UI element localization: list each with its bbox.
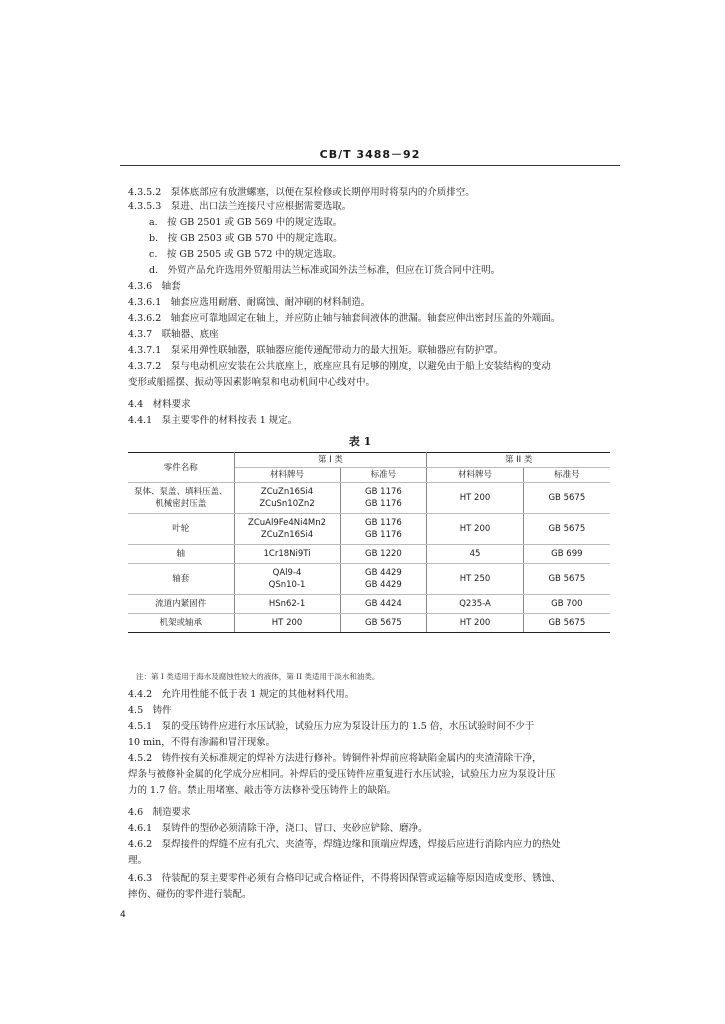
cell-part: 泵体、泵盖、填料压盖、机械密封压盖 (128, 483, 234, 514)
paragraph-line: 4.5.1 泵的受压铸件应进行水压试验，试验压力应为泵设计压力的 1.5 倍，水压试验时间不少于 (128, 721, 535, 732)
cell-part: 轴 (128, 545, 234, 564)
cell-m2: HT 200 (427, 483, 523, 514)
table-note: 注：第 I 类适用于海水及腐蚀性较大的液体，第 II 类适用于淡水和油类。 (136, 672, 380, 681)
paragraph-line: 4.6 制造要求 (128, 807, 191, 818)
cell-s1: GB 4424 (340, 595, 427, 614)
cell-m2: HT 200 (427, 514, 523, 545)
cell-m1: ZCuZn16Si4 ZCuSn10Zn2 (234, 483, 340, 514)
table-row (128, 514, 610, 545)
cell-part: 叶轮 (128, 514, 234, 545)
group-class-1: 第 I 类 (234, 453, 427, 468)
col-standard-2: 标准号 (523, 468, 610, 483)
paragraph-line: 4.3.6 轴套 (128, 281, 181, 292)
cell-s1: GB 5675 (340, 614, 427, 633)
paragraph-line: d. 外贸产品允许选用外贸船用法兰标准或国外法兰标准，但应在订货合同中注明。 (149, 265, 501, 276)
paragraph-line: 4.3.6.1 轴套应选用耐磨、耐腐蚀、耐冲刷的材料制造。 (128, 297, 371, 308)
cell-s1: GB 1220 (340, 545, 427, 564)
paragraph-line: 4.6.2 泵焊接件的焊缝不应有孔穴、夹渣等，焊缝边缘和顶端应焊透，焊接后应进行消除内应力的热处 (128, 839, 561, 850)
paragraph-line: 理。 (128, 855, 148, 866)
cell-s1: GB 4429 GB 4429 (340, 564, 427, 595)
col-material-1: 材料牌号 (234, 468, 340, 483)
page-number: 4 (120, 910, 126, 920)
cell-m2: Q235-A (427, 595, 523, 614)
cell-m1: ZCuAl9Fe4Ni4Mn2 ZCuZn16Si4 (234, 514, 340, 545)
cell-m1: QAl9-4 QSn10-1 (234, 564, 340, 595)
col-part-name: 零件名称 (128, 453, 234, 483)
cell-m1: 1Cr18Ni9Ti (234, 545, 340, 564)
table-row (128, 614, 610, 633)
paragraph-line: 4.3.5.2 泵体底部应有放泄螺塞，以便在泵检修或长期停用时将泵内的介质排空。 (128, 187, 475, 198)
paragraph-line: 力的 1.7 倍。禁止用堵塞、敲击等方法修补受压铸件上的缺陷。 (128, 785, 397, 796)
cell-s2: GB 5675 (523, 564, 610, 595)
paragraph-line: 4.3.7.1 泵采用弹性联轴器，联轴器应能传递配带动力的最大扭矩。联轴器应有防护罩。 (128, 345, 504, 356)
header-rule (120, 165, 620, 166)
paragraph-line: 4.4 材料要求 (128, 399, 191, 410)
paragraph-line: c. 按 GB 2505 或 GB 572 中的规定选取。 (149, 249, 342, 260)
cell-part: 机架或轴承 (128, 614, 234, 633)
col-standard-1: 标准号 (340, 468, 427, 483)
cell-m1: HSn62-1 (234, 595, 340, 614)
table-row (128, 545, 610, 564)
cell-part: 流道内紧固件 (128, 595, 234, 614)
paragraph-line: 4.6.1 泵铸件的型砂必须清除干净，浇口、冒口、夹砂应铲除、磨净。 (128, 823, 428, 834)
paragraph-line: 焊条与被修补金属的化学成分应相同。补焊后的受压铸件应重复进行水压试验，试验压力应为泵设计压 (128, 769, 556, 780)
paragraph-line: 4.4.2 允许用性能不低于表 1 规定的其他材料代用。 (128, 689, 355, 700)
paragraph-line: 摔伤、碰伤的零件进行装配。 (128, 889, 252, 900)
cell-s2: GB 5675 (523, 514, 610, 545)
document-code: CB/T 3488－92 (319, 148, 421, 161)
cell-s1: GB 1176 GB 1176 (340, 483, 427, 514)
cell-s2: GB 699 (523, 545, 610, 564)
paragraph-line: 4.3.5.3 泵进、出口法兰连接尺寸应根据需要选取。 (128, 201, 352, 212)
paragraph-line: 4.5 铸件 (128, 705, 172, 716)
paragraph-line: b. 按 GB 2503 或 GB 570 中的规定选取。 (149, 233, 343, 244)
paragraph-line: 4.3.7.2 泵与电动机应安装在公共底座上，底座应具有足够的刚度，以避免由于船上安装结构的变动 (128, 361, 551, 372)
paragraph-line: 变形或船摇摆、振动等因素影响泵和电动机间中心线对中。 (128, 377, 376, 388)
cell-s2: GB 5675 (523, 483, 610, 514)
cell-s2: GB 700 (523, 595, 610, 614)
paragraph-line: a. 按 GB 2501 或 GB 569 中的规定选取。 (149, 217, 343, 228)
materials-table (128, 452, 610, 633)
cell-m2: HT 250 (427, 564, 523, 595)
cell-s1: GB 1176 GB 1176 (340, 514, 427, 545)
paragraph-line: 4.6.3 待装配的泵主要零件必须有合格印记或合格证件，不得将因保管或运输等原因造成变形、锈蚀、 (128, 873, 561, 884)
paragraph-line: 4.3.7 联轴器、底座 (128, 329, 219, 340)
group-class-2: 第 II 类 (427, 453, 610, 468)
table-row (128, 595, 610, 614)
cell-m2: HT 200 (427, 614, 523, 633)
table-title: 表 1 (348, 435, 372, 448)
paragraph-line: 4.4.1 泵主要零件的材料按表 1 规定。 (128, 415, 298, 426)
paragraph-line: 4.5.2 铸件按有关标准规定的焊补方法进行修补。铸铜件补焊前应将缺陷金属内的夹渣清除干净， (128, 753, 542, 764)
col-material-2: 材料牌号 (427, 468, 523, 483)
cell-part: 轴套 (128, 564, 234, 595)
table-row (128, 564, 610, 595)
table-row (128, 483, 610, 514)
cell-m1: HT 200 (234, 614, 340, 633)
cell-s2: GB 5675 (523, 614, 610, 633)
paragraph-line: 10 min，不得有渗漏和冒汗现象。 (128, 737, 276, 748)
paragraph-line: 4.3.6.2 轴套应可靠地固定在轴上，并应防止轴与轴套间液体的泄漏。轴套应伸出密封压盖的外端面。 (128, 313, 561, 324)
cell-m2: 45 (427, 545, 523, 564)
